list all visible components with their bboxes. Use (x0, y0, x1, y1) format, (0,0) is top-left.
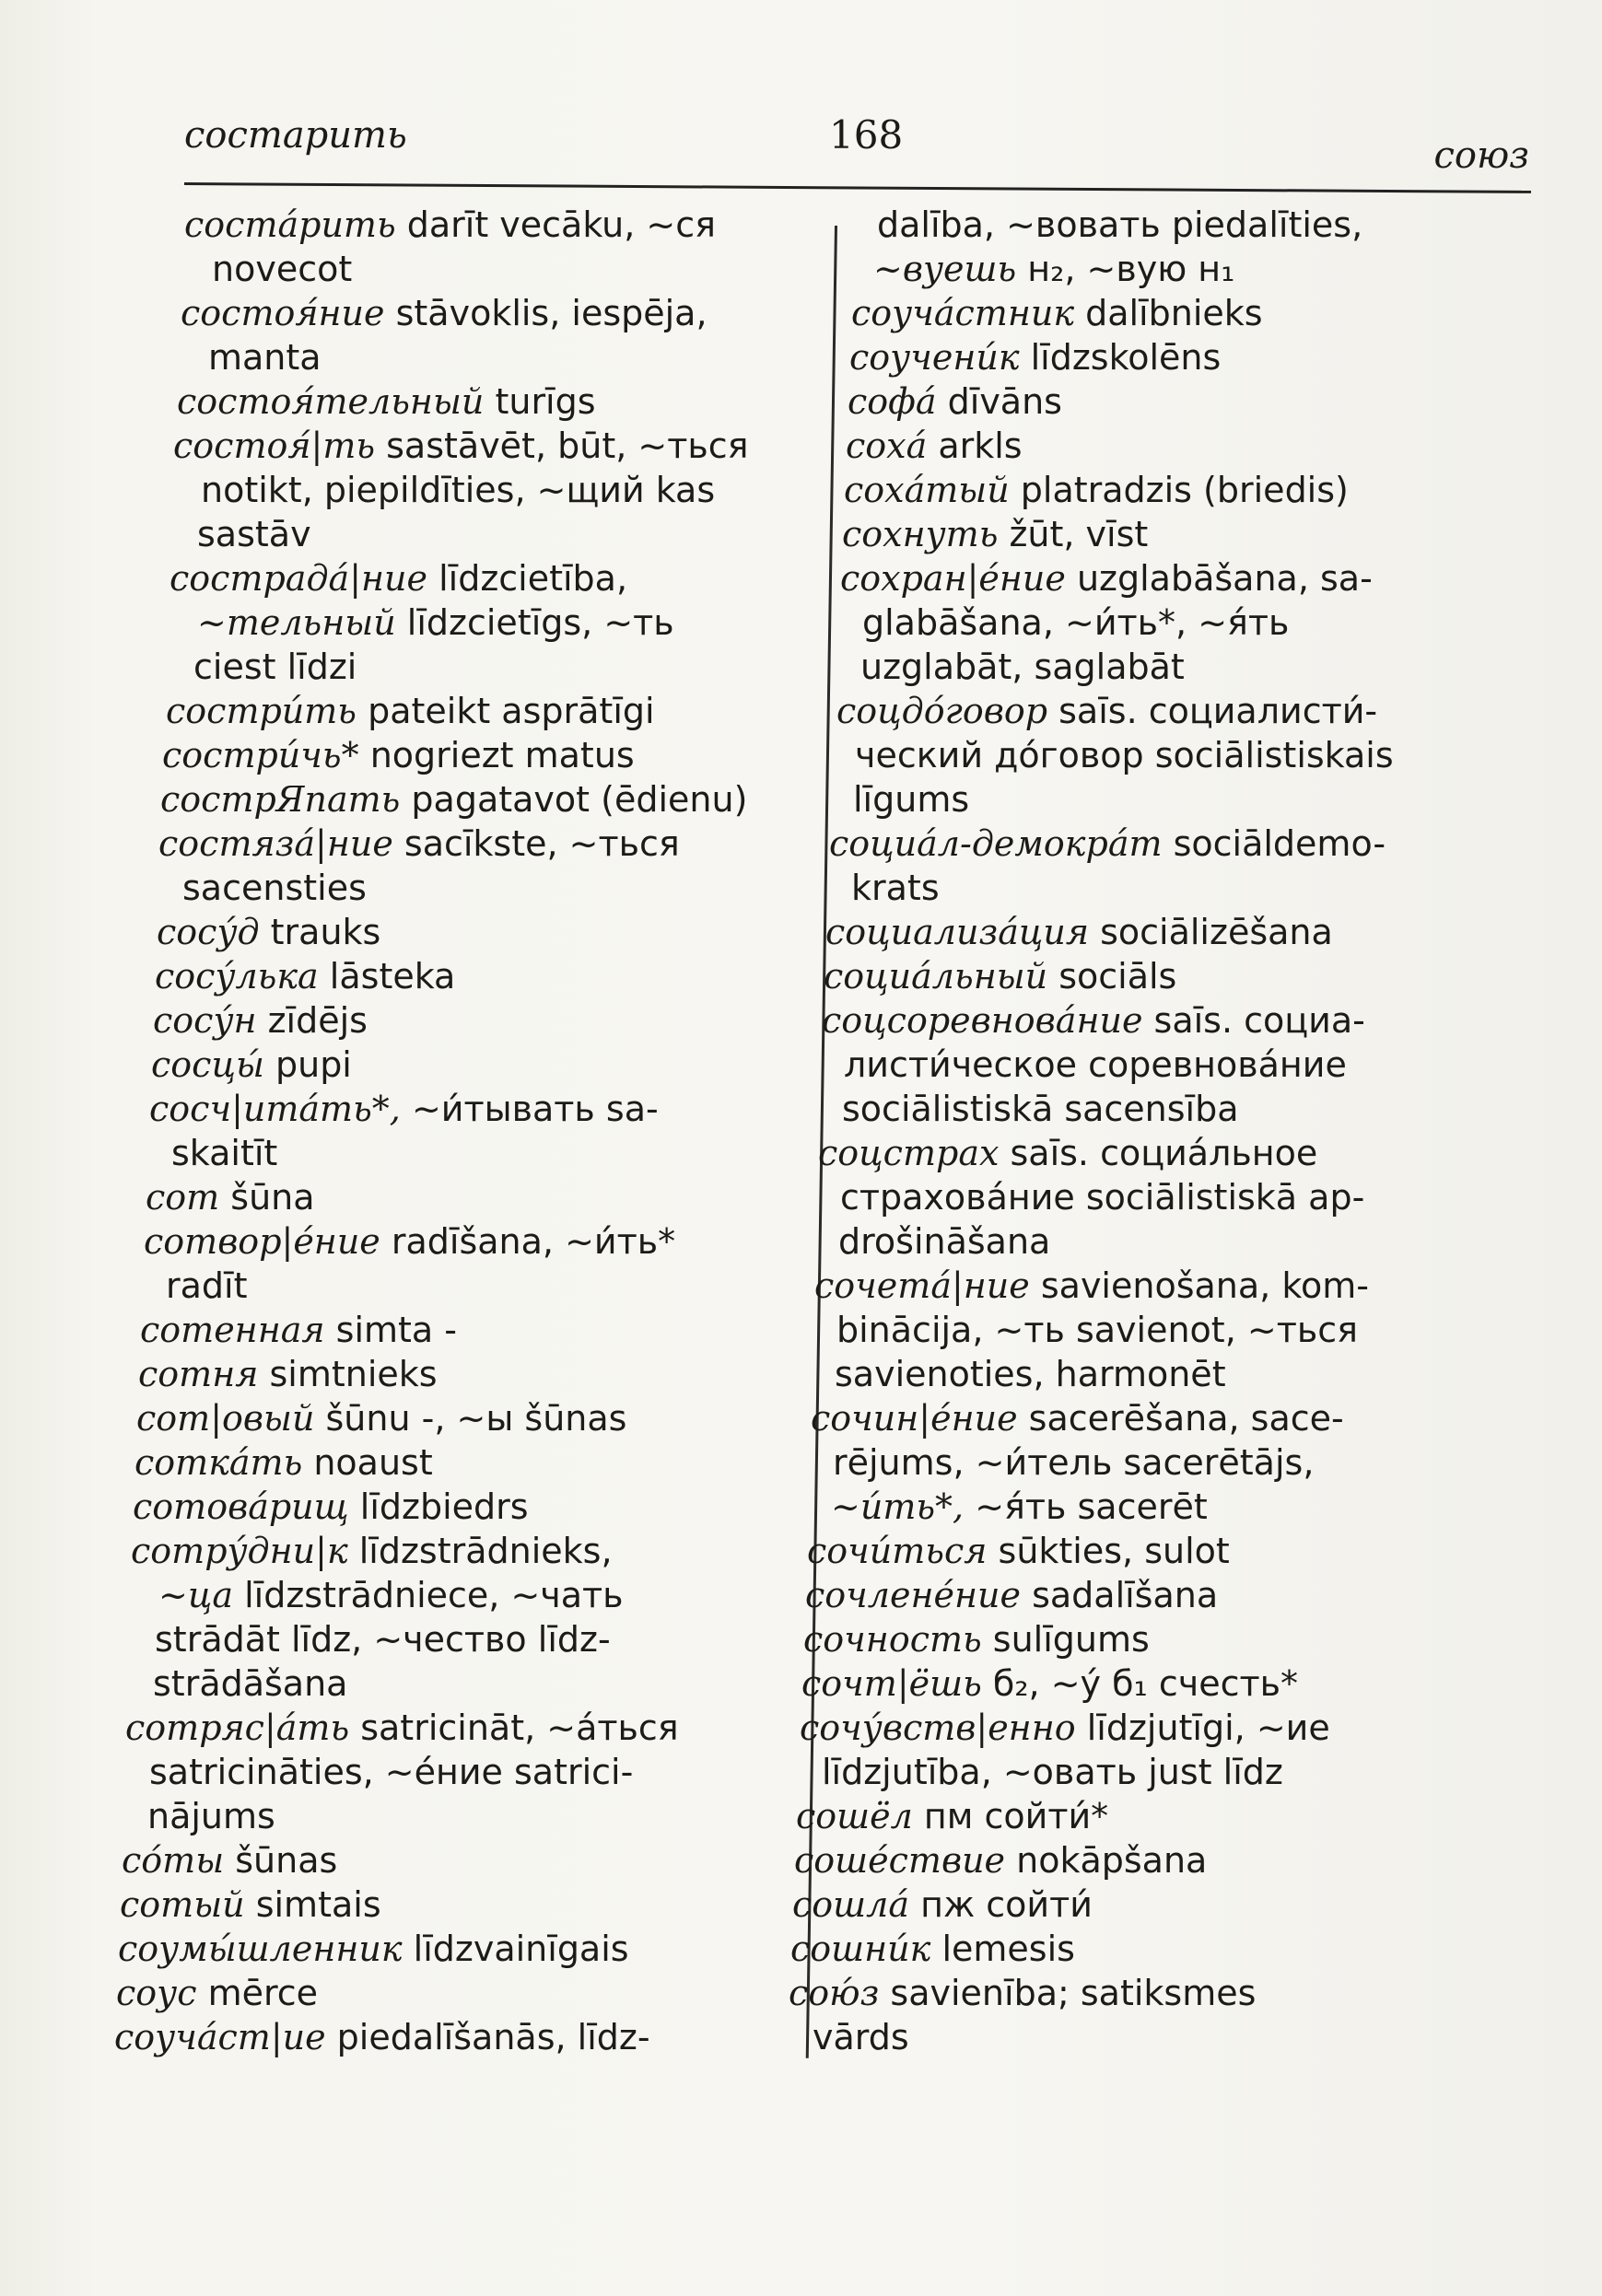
headword: состáрить (184, 204, 396, 245)
headword: сосч|итáть*, (149, 1089, 401, 1129)
page-number: 168 (829, 112, 904, 157)
headword: сосу́н (153, 1000, 257, 1041)
entry-line (146, 1264, 820, 1308)
entry-line (120, 1882, 820, 1927)
entry-line (134, 1440, 820, 1485)
entry-line (840, 645, 1520, 689)
entry-line (849, 335, 1520, 379)
entry-line (818, 1131, 1520, 1175)
entry-line (166, 689, 820, 733)
entry-line (116, 1971, 820, 2015)
translation: trauks (259, 912, 381, 952)
translation: glabāšana, ~и́ть*, ~я́ть (862, 602, 1290, 643)
translation: binācija, ~ть savienot, ~ться (836, 1310, 1358, 1350)
entry-line (790, 1927, 1520, 1971)
headword: сострúчь* (162, 735, 359, 775)
entry-line (131, 1529, 820, 1573)
translation: manta (208, 337, 322, 378)
entry-line (811, 1396, 1520, 1440)
translation: šūnu -, ~ы šūnas (314, 1398, 627, 1439)
headword: соучáстник (851, 293, 1075, 333)
translation: līdzskolēns (1019, 337, 1222, 378)
entry-line (814, 1264, 1520, 1308)
translation: stāvoklis, iespēja, (384, 293, 707, 333)
entry-line (162, 733, 820, 777)
entry-line (133, 1485, 820, 1529)
translation: mērce (196, 1973, 319, 2013)
entry-line (789, 1971, 1520, 2015)
headword: ~ца (158, 1575, 234, 1615)
entry-line (173, 645, 820, 689)
headword: сошни́к (790, 1929, 931, 1969)
translation: noaust (302, 1442, 433, 1483)
headword: сочт|ёшь (801, 1663, 982, 1704)
entry-line (146, 1175, 820, 1219)
translation: nokāpšana (1005, 1840, 1208, 1881)
headword: сошéствие (794, 1840, 1006, 1881)
headword: соткáть (134, 1442, 303, 1483)
translation: līdzvainīgais (402, 1929, 629, 1969)
translation: ciest līdzi (193, 647, 357, 687)
headword: ~тельный (197, 602, 396, 643)
entry-line (835, 733, 1520, 777)
entry-line (840, 556, 1520, 600)
translation: sociālizēšana (1089, 912, 1333, 952)
entry-line (816, 1308, 1520, 1352)
entry-line (127, 1794, 820, 1838)
translation: nājums (147, 1796, 275, 1836)
headword: со́ты (122, 1840, 225, 1881)
translation: листи́ческое соревновáние (844, 1044, 1347, 1085)
headword: сотвор|éние (144, 1221, 380, 1262)
translation: šūnas (224, 1840, 338, 1881)
translation: vārds (813, 2017, 909, 2057)
headword: сочин|éние (811, 1398, 1018, 1439)
entry-line (114, 2015, 820, 2059)
entry-line (801, 1661, 1520, 1706)
entry-line (824, 1043, 1520, 1087)
entry-line (177, 379, 820, 424)
entry-line (796, 1794, 1520, 1838)
translation: arkls (927, 425, 1023, 466)
headword: сошлá (792, 1884, 910, 1925)
headword: сошёл (796, 1796, 913, 1836)
translation: sastāvēt, būt, ~ться (375, 425, 749, 466)
entry-line (181, 291, 820, 335)
entry-line (833, 777, 1520, 822)
translation: simta - (324, 1310, 457, 1350)
entry-line (125, 1706, 820, 1750)
right-column (789, 203, 1520, 2059)
entry-line (151, 1043, 820, 1087)
translation: ~я́ть sacerēt (964, 1486, 1208, 1527)
translation: skaitīt (171, 1133, 278, 1173)
headword: сосцы́ (151, 1044, 264, 1085)
translation: saīs. социалисти́- (1047, 691, 1378, 731)
headword: ~вуешь (873, 249, 1017, 289)
headword: сохá (846, 425, 928, 466)
entry-line (822, 998, 1520, 1043)
entry-line (192, 247, 820, 291)
translation: līdzstrādnieks, (347, 1531, 613, 1571)
translation: rējums, ~и́тель sacerētājs, (833, 1442, 1315, 1483)
headword: сочленéние (805, 1575, 1021, 1615)
entry-line (811, 1485, 1520, 1529)
translation: savienoties, harmonēt (835, 1354, 1226, 1394)
entry-line (803, 1617, 1520, 1661)
entry-line (177, 512, 820, 556)
translation: dalība, ~вовать piedalīties, (877, 204, 1363, 245)
translation: pateikt asprātīgi (357, 691, 655, 731)
translation: satricināties, ~éние satrici- (149, 1752, 634, 1792)
entry-line (177, 600, 820, 645)
left-column (114, 203, 820, 2059)
translation: notikt, piepildīties, ~щий kas (201, 470, 716, 510)
entry-line (822, 1087, 1520, 1131)
translation: uzglabāt, saglabāt (860, 647, 1185, 687)
header-first-word: состарить (184, 114, 407, 157)
entry-line (800, 1706, 1520, 1750)
translation: pagatavot (ēdienu) (400, 779, 748, 820)
translation: zīdējs (256, 1000, 368, 1041)
entry-line (848, 379, 1520, 424)
translation: līgums (853, 779, 970, 820)
entry-line (149, 1087, 820, 1131)
headword: сотру́дни|к (131, 1531, 348, 1571)
entry-line (129, 1750, 820, 1794)
headword: состоя́|ть (173, 425, 376, 466)
translation: lemesis (930, 1929, 1075, 1969)
entry-line (160, 777, 820, 822)
translation: ческий до́говор sociālistiskais (855, 735, 1394, 775)
entry-line (188, 335, 820, 379)
translation: uzglabāšana, sa- (1065, 558, 1373, 599)
entry-line (844, 468, 1520, 512)
entry-line (157, 910, 820, 954)
entry-line (170, 556, 820, 600)
translation: sulīgums (981, 1619, 1150, 1660)
translation: страховáние sociālistiskā ap- (840, 1177, 1365, 1218)
translation: sacīkste, ~ться (392, 823, 680, 864)
headword: соцсоревновáние (822, 1000, 1143, 1041)
headword: сохáтый (844, 470, 1010, 510)
headword: соцдо́говор (836, 691, 1048, 731)
entry-line (829, 822, 1520, 866)
entry-line (118, 1927, 820, 1971)
translation: radīšana, ~и́ть* (380, 1221, 676, 1262)
translation: lāsteka (318, 956, 456, 996)
translation: saīs. социáльное (999, 1133, 1318, 1173)
entry-line (853, 247, 1520, 291)
headword: состоя́ние (181, 293, 385, 333)
translation: radīt (166, 1265, 248, 1306)
headword: сострадá|ние (170, 558, 427, 599)
entry-line (151, 1131, 820, 1175)
translation: piedalīšanās, līdz- (325, 2017, 650, 2057)
headword: состязá|ние (158, 823, 393, 864)
entry-line (805, 1573, 1520, 1617)
headword: сотенная (140, 1310, 325, 1350)
translation: darīt vecāku, ~ся (395, 204, 717, 245)
entry-line (184, 203, 820, 247)
headword: сотряс|áть (125, 1707, 350, 1748)
headword: соус (116, 1973, 197, 2013)
headword: соумы́шленник (118, 1929, 403, 1969)
translation: līdzbiedrs (348, 1486, 529, 1527)
entry-line (136, 1396, 820, 1440)
translation: dalībnieks (1074, 293, 1263, 333)
translation: nogriezt matus (358, 735, 635, 775)
translation: пж сойти́ (909, 1884, 1093, 1925)
headword: сострúть (166, 691, 357, 731)
translation: strādāt līdz, ~чество līdz- (155, 1619, 611, 1660)
translation: sociāls (1047, 956, 1177, 996)
headword: сочу́вств|енно (800, 1707, 1076, 1748)
entry-line (138, 1352, 820, 1396)
headword: социáльный (824, 956, 1048, 996)
entry-line (794, 1838, 1520, 1882)
entry-line (140, 1308, 820, 1352)
headword: сот (146, 1177, 220, 1218)
headword: сострЯпать (160, 779, 401, 820)
entry-line (144, 1219, 820, 1264)
translation: saīs. социа- (1142, 1000, 1365, 1041)
headword: сою́з (789, 1973, 880, 2013)
entry-line (155, 954, 820, 998)
translation: savienošana, kom- (1029, 1265, 1369, 1306)
entry-line (158, 822, 820, 866)
headword: сотовáрищ (133, 1486, 349, 1527)
headword: социáл-демокрáт (829, 823, 1163, 864)
entry-line (162, 866, 820, 910)
entry-line (836, 689, 1520, 733)
entry-line (818, 1219, 1520, 1264)
translation: platradzis (briedis) (1009, 470, 1349, 510)
entry-line (813, 1440, 1520, 1485)
entry-line (801, 1750, 1520, 1794)
translation: satricināt, ~áться (349, 1707, 679, 1748)
entry-line (138, 1573, 820, 1617)
entry-line (842, 600, 1520, 645)
translation: līdzcietība, (427, 558, 628, 599)
translation: sadalīšana (1021, 1575, 1219, 1615)
headword: соучáст|ие (114, 2017, 326, 2057)
headword: сот|овый (136, 1398, 315, 1439)
translation: sociāldemo- (1162, 823, 1386, 864)
headword: сочетá|ние (814, 1265, 1030, 1306)
translation: sūkties, sulot (987, 1531, 1230, 1571)
page-header (184, 103, 1529, 177)
headword: социализáция (825, 912, 1090, 952)
headword: сосу́д (157, 912, 260, 952)
headword: сочи́ться (807, 1531, 988, 1571)
entry-line (133, 1661, 820, 1706)
translation: sacerēšana, sace- (1017, 1398, 1344, 1439)
translation: savienība; satiksmes (879, 1973, 1257, 2013)
entry-line (814, 1352, 1520, 1396)
header-rule (184, 182, 1531, 193)
translation: līdzjutīgi, ~ие (1075, 1707, 1330, 1748)
entry-line (134, 1617, 820, 1661)
entry-line (831, 866, 1520, 910)
entry-line (857, 203, 1520, 247)
entry-line (807, 1529, 1520, 1573)
translation: sastāv (197, 514, 311, 554)
translation: līdzcietīgs, ~ть (395, 602, 674, 643)
translation: sacensties (182, 868, 367, 908)
entry-line (792, 2015, 1520, 2059)
translation: līdzjutība, ~овать just līdz (822, 1752, 1283, 1792)
header-last-word: союз (1433, 134, 1529, 177)
headword: сохран|éние (840, 558, 1066, 599)
headword: ~и́ть*, (831, 1486, 965, 1527)
headword: сочность (803, 1619, 982, 1660)
headword: сотый (120, 1884, 245, 1925)
entry-line (173, 424, 820, 468)
translation: simtais (244, 1884, 381, 1925)
entry-line (842, 512, 1520, 556)
translation: sociālistiskā sacensība (842, 1089, 1239, 1129)
translation: пм сойти́* (912, 1796, 1109, 1836)
entry-line (181, 468, 820, 512)
entry-line (792, 1882, 1520, 1927)
translation: drošināšana (838, 1221, 1051, 1262)
entry-line (824, 954, 1520, 998)
translation: ~и́тывать sa- (400, 1089, 659, 1129)
headword: состоя́тельный (177, 381, 485, 422)
entry-line (820, 1175, 1520, 1219)
translation: novecot (212, 249, 353, 289)
headword: соцстрах (818, 1133, 1000, 1173)
headword: сосу́лька (155, 956, 319, 996)
translation: dīvāns (936, 381, 1062, 422)
translation: turīgs (484, 381, 596, 422)
translation: pupi (263, 1044, 352, 1085)
entry-line (846, 424, 1520, 468)
translation: līdzstrādniece, ~чать (233, 1575, 624, 1615)
entry-line (851, 291, 1520, 335)
entry-line (122, 1838, 820, 1882)
translation: krats (851, 868, 940, 908)
headword: софá (848, 381, 937, 422)
translation: simtnieks (258, 1354, 438, 1394)
entry-line (825, 910, 1520, 954)
entry-line (153, 998, 820, 1043)
headword: сохнуть (842, 514, 999, 554)
translation: šūna (219, 1177, 315, 1218)
headword: соучени́к (849, 337, 1020, 378)
translation: žūt, vīst (998, 514, 1149, 554)
translation: н₂, ~вую н₁ (1016, 249, 1235, 289)
translation: б₂, ~у́ б₁ счесть* (981, 1663, 1299, 1704)
translation: strādāšana (153, 1663, 348, 1704)
headword: сотня (138, 1354, 259, 1394)
